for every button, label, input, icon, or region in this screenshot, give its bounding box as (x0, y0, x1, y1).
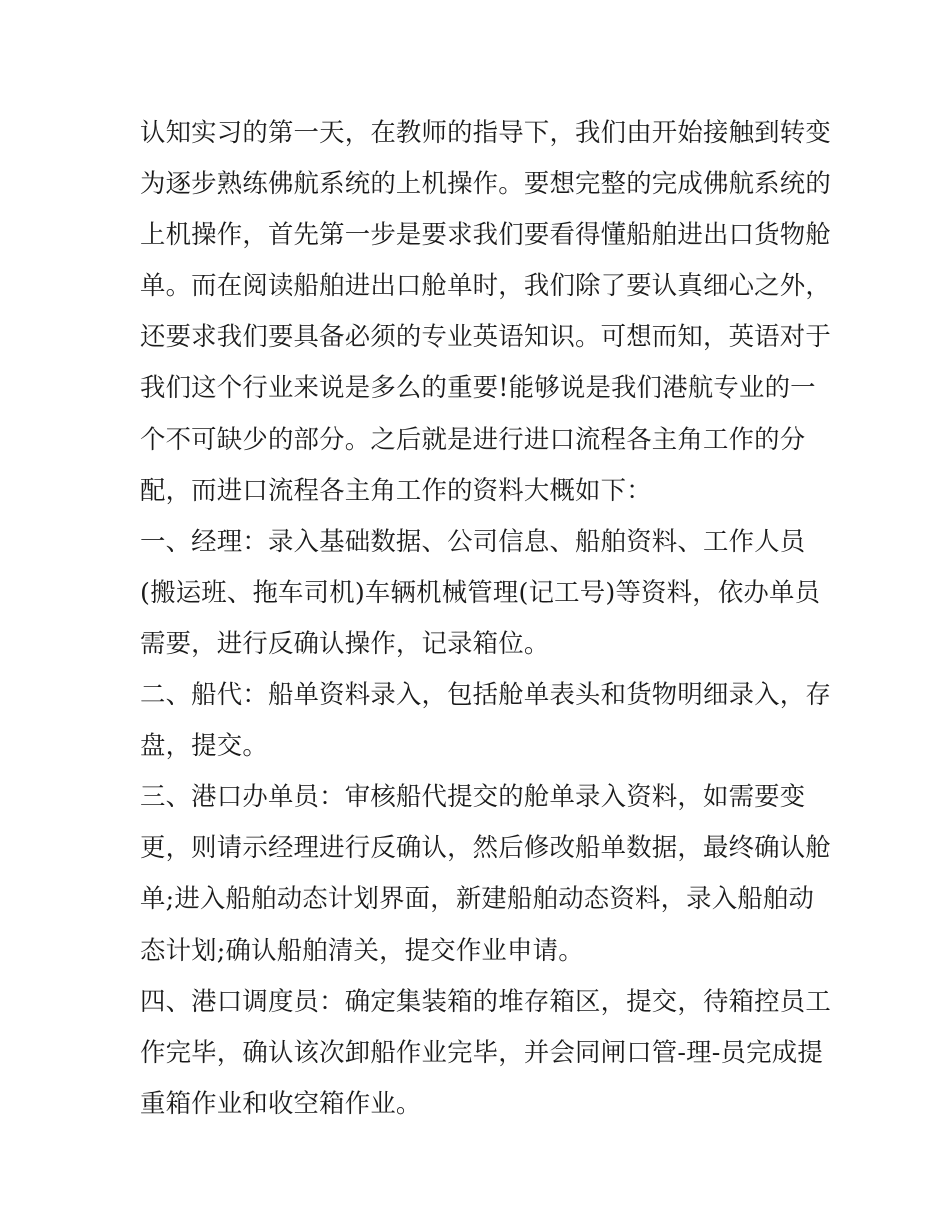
text-line: 更，则请示经理进行反确认，然后修改船单数据，最终确认舱 (140, 832, 831, 863)
text-line: 四、港口调度员：确定集装箱的堆存箱区，提交，待箱控员工 (140, 985, 831, 1016)
text-line: 作完毕，确认该次卸船作业完毕，并会同闸口管-理-员完成提 (140, 1036, 823, 1067)
text-line: 单;进入船舶动态计划界面，新建船舶动态资料，录入船舶动 (140, 883, 815, 914)
text-line: 我们这个行业来说是多么的重要!能够说是我们港航专业的一 (140, 372, 816, 403)
body-text (140, 107, 831, 1129)
text-line: (搬运班、拖车司机)车辆机械管理(记工号)等资料，依办单员 (140, 576, 821, 607)
text-line: 重箱作业和收空箱作业。 (140, 1087, 422, 1118)
text-line: 态计划;确认船舶清关，提交作业申请。 (140, 934, 584, 965)
text-line: 上机操作，首先第一步是要求我们要看得懂船舶进出口货物舱 (140, 219, 831, 250)
text-line: 认知实习的第一天，在教师的指导下，我们由开始接触到转变 (140, 117, 831, 147)
text-line: 个不可缺少的部分。之后就是进行进口流程各主角工作的分 (140, 423, 806, 454)
text-line: 为逐步熟练佛航系统的上机操作。要想完整的完成佛航系统的 (140, 168, 831, 199)
text-line: 配，而进口流程各主角工作的资料大概如下： (140, 474, 652, 505)
text-line: 盘，提交。 (140, 730, 268, 761)
text-line: 一、经理：录入基础数据、公司信息、船舶资料、工作人员 (140, 525, 806, 556)
text-line: 单。而在阅读船舶进出口舱单时，我们除了要认真细心之外， (140, 270, 831, 301)
text-line: 还要求我们要具备必须的专业英语知识。可想而知，英语对于 (140, 321, 831, 352)
text-line: 二、船代：船单资料录入，包括舱单表头和货物明细录入，存 (140, 679, 831, 710)
text-line: 三、港口办单员：审核船代提交的舱单录入资料，如需要变 (140, 781, 806, 812)
text-line: 需要，进行反确认操作，记录箱位。 (140, 627, 550, 658)
